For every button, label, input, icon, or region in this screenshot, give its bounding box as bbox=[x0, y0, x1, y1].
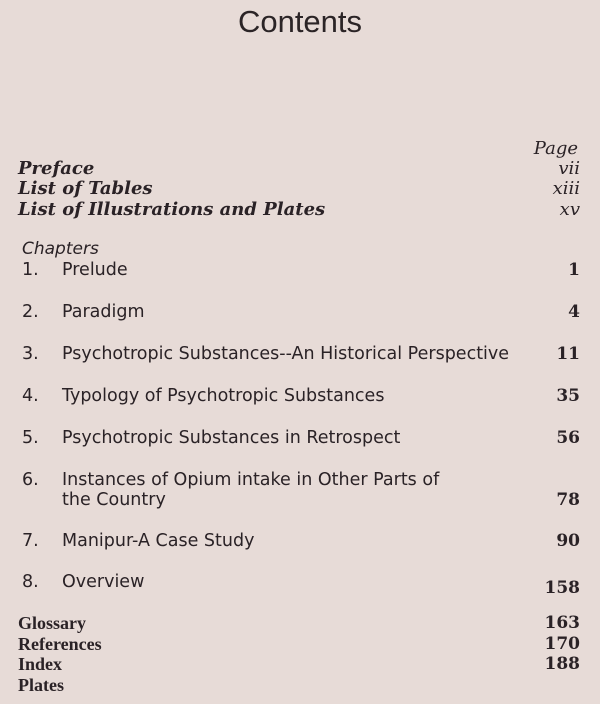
entry-label: Glossary bbox=[18, 613, 87, 633]
entry-page: 188 bbox=[544, 654, 580, 674]
toc-chapter[interactable] bbox=[18, 531, 580, 553]
page-title: Contents bbox=[237, 4, 363, 39]
entry-label: References bbox=[18, 634, 102, 654]
entry-page: 170 bbox=[544, 634, 580, 654]
chapter-number: 8. bbox=[22, 572, 39, 592]
entry-label: Preface bbox=[18, 158, 95, 179]
chapter-title: Paradigm bbox=[62, 302, 145, 322]
chapter-number: 3. bbox=[22, 344, 39, 364]
toc-chapter-continued[interactable] bbox=[18, 490, 580, 512]
entry-label: Index bbox=[18, 654, 63, 674]
entry-page: xiii bbox=[552, 178, 580, 199]
toc-chapter[interactable] bbox=[18, 428, 580, 450]
chapter-page: 35 bbox=[556, 386, 580, 406]
entry-label: Plates bbox=[18, 675, 64, 695]
chapter-number: 1. bbox=[22, 260, 39, 280]
toc-chapter[interactable] bbox=[18, 572, 580, 598]
chapter-page: 11 bbox=[556, 344, 580, 364]
toc-entry-index[interactable] bbox=[18, 654, 580, 676]
chapter-page: 90 bbox=[556, 531, 580, 551]
chapter-title: Instances of Opium intake in Other Parts of bbox=[62, 470, 440, 490]
page-column-header: Page bbox=[533, 138, 578, 159]
toc-entry-preface[interactable] bbox=[18, 158, 580, 180]
chapter-title: Psychotropic Substances--An Historical Perspective bbox=[62, 344, 510, 364]
chapter-page: 1 bbox=[568, 260, 580, 280]
chapter-title: Overview bbox=[62, 572, 145, 592]
toc-chapter[interactable] bbox=[18, 260, 580, 282]
chapter-title: Manipur-A Case Study bbox=[62, 531, 255, 551]
entry-page: 163 bbox=[544, 613, 580, 633]
chapter-title: Psychotropic Substances in Retrospect bbox=[62, 428, 401, 448]
chapter-number: 2. bbox=[22, 302, 39, 322]
chapters-heading: Chapters bbox=[22, 239, 99, 259]
chapter-title: Prelude bbox=[62, 260, 128, 280]
chapter-title-line2: the Country bbox=[62, 490, 166, 510]
toc-entry-list-of-illustrations[interactable] bbox=[18, 199, 580, 221]
toc-entry-glossary[interactable] bbox=[18, 613, 580, 635]
toc-entry-references[interactable] bbox=[18, 634, 580, 656]
toc-chapter[interactable] bbox=[18, 470, 580, 492]
entry-page: xv bbox=[559, 199, 580, 220]
chapter-page: 78 bbox=[556, 490, 580, 510]
entry-label: List of Tables bbox=[18, 178, 153, 199]
toc-chapter[interactable] bbox=[18, 302, 580, 324]
entry-page: vii bbox=[558, 158, 580, 179]
toc-chapter[interactable] bbox=[18, 344, 580, 366]
toc-entry-list-of-tables[interactable] bbox=[18, 178, 580, 200]
chapter-number: 5. bbox=[22, 428, 39, 448]
chapter-number: 6. bbox=[22, 470, 39, 490]
toc-chapter[interactable] bbox=[18, 386, 580, 408]
chapter-number: 7. bbox=[22, 531, 39, 551]
chapter-page: 4 bbox=[568, 302, 580, 322]
entry-label: List of Illustrations and Plates bbox=[18, 199, 326, 220]
chapter-number: 4. bbox=[22, 386, 39, 406]
chapter-title: Typology of Psychotropic Substances bbox=[62, 386, 385, 406]
chapter-page: 56 bbox=[556, 428, 580, 448]
chapter-page: 158 bbox=[544, 578, 580, 598]
toc-entry-plates[interactable] bbox=[18, 675, 580, 697]
